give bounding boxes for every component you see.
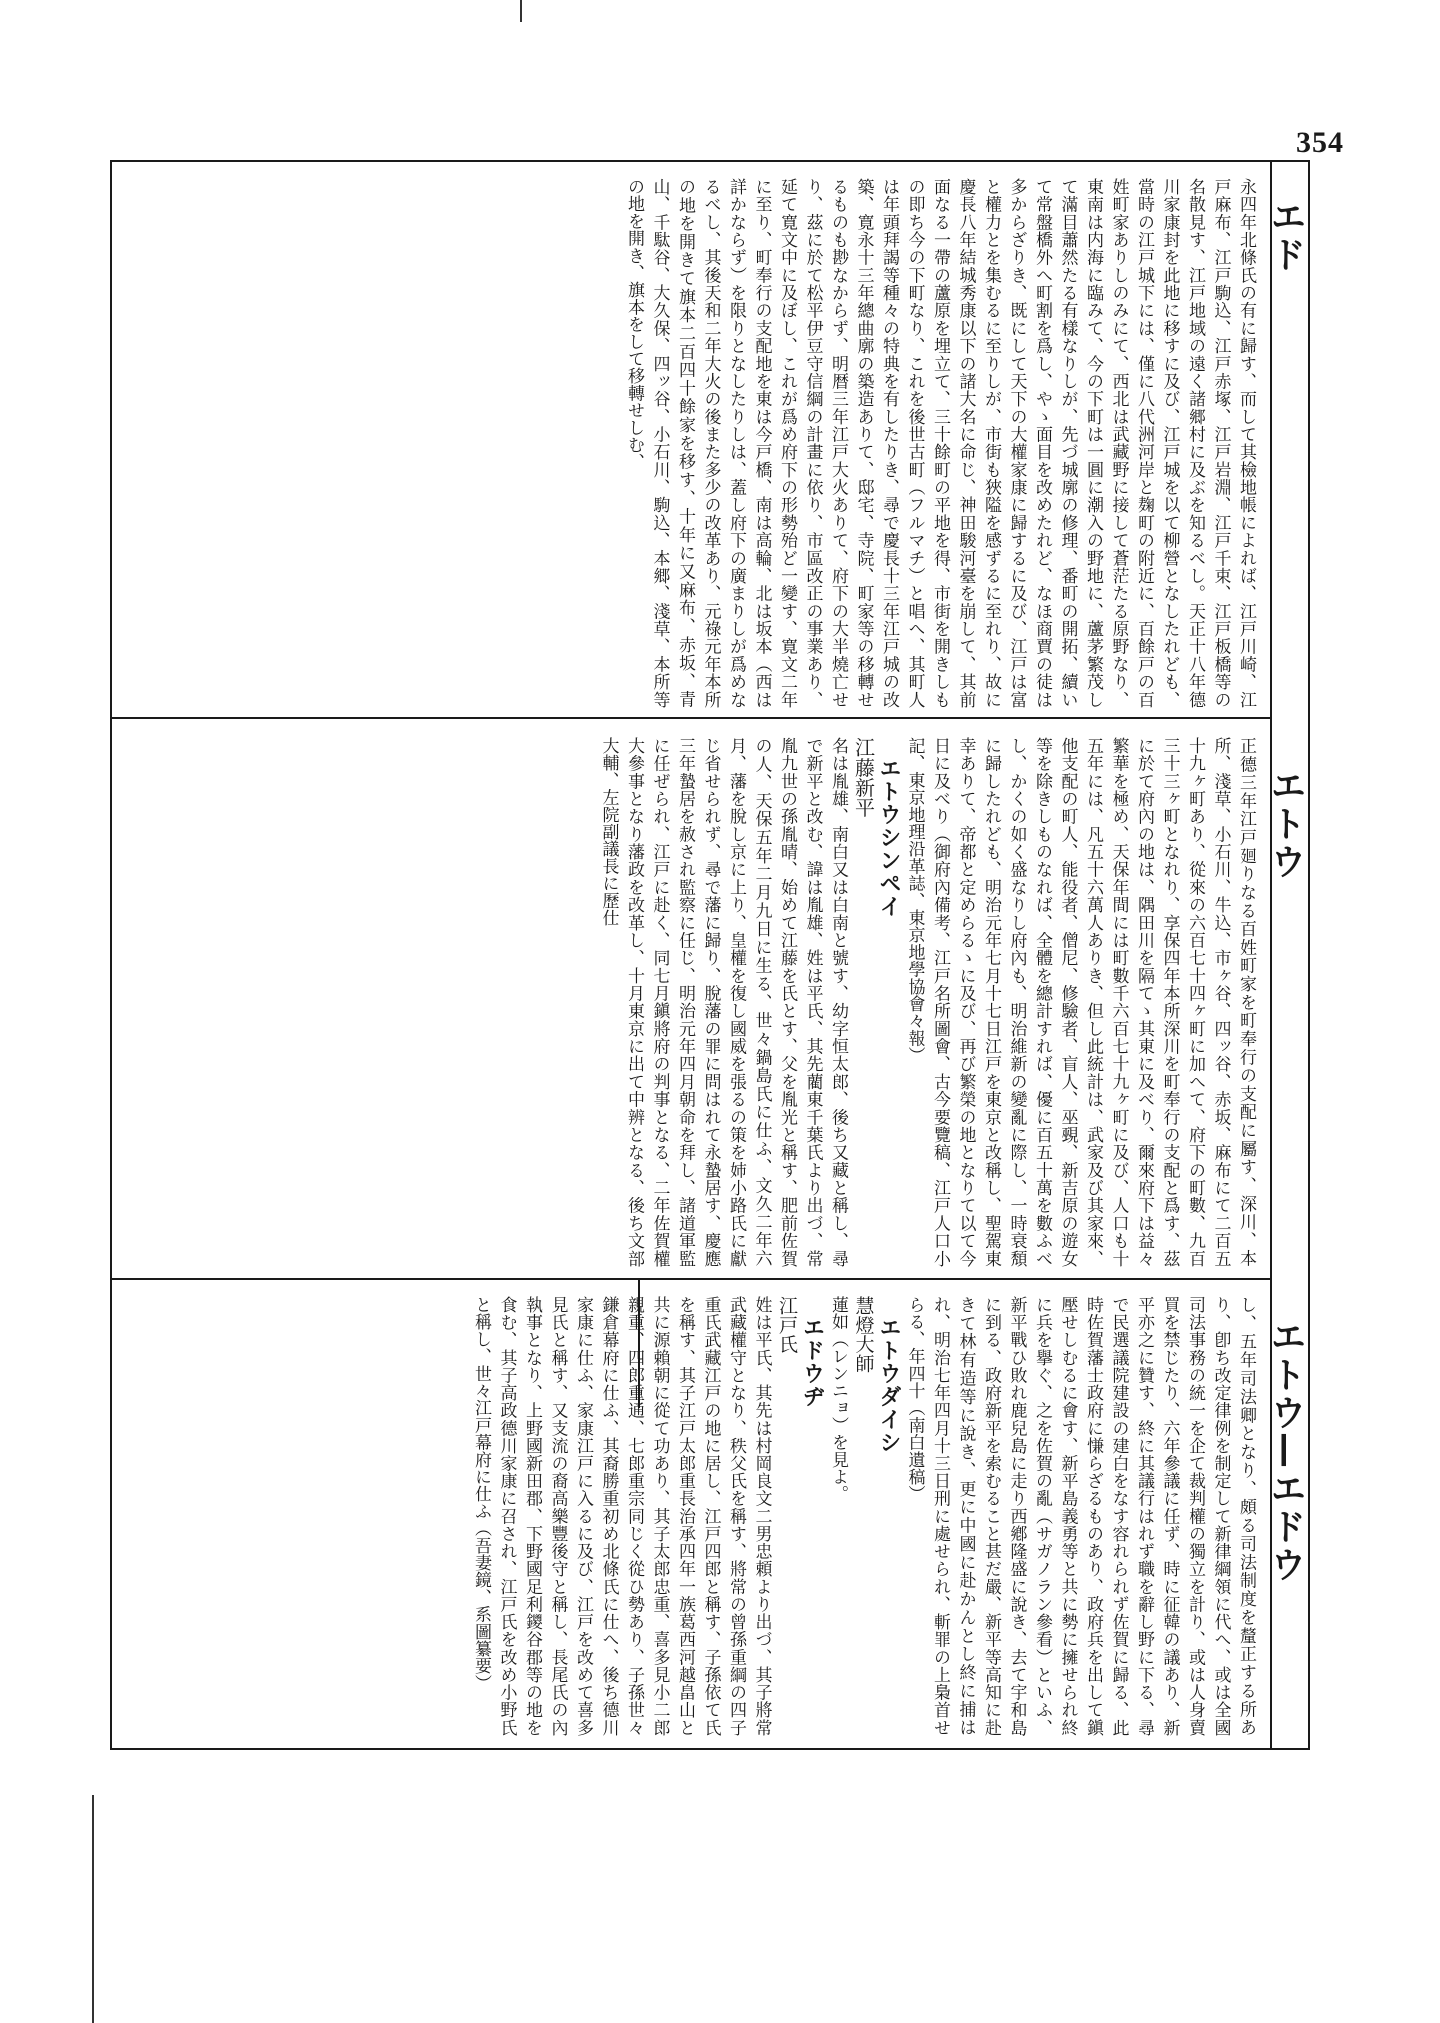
band2-body	[118, 737, 1258, 1267]
headword-band3: エトウ—エドウ	[1265, 1318, 1306, 1584]
band1-body	[118, 178, 1258, 708]
headword-band2: エトウ	[1265, 767, 1306, 881]
entry-headword-etoudaishi: エトウダイシ	[876, 1316, 901, 1454]
entry-ref-etoudaishi: 蓮如（レンニョ）を見よ。	[828, 1296, 848, 1503]
band1-paragraph: 永四年北條氏の有に歸す、而して其檢地帳によれば、江戸川崎、江戸麻布、江戸駒込、江戸赤塚、江戸岩淵、江戸千束、江戸板橋等の名散見す、江戸地域の遠く諸郷村に及ぶを知るべし。天正十八年德川家康封を此地に移すに及び、江戸城を以て柳營となしたれども、當時の江戸城下には、僅に八代洲河岸と麹町の附近に、百餘戸の百姓町家ありしのみにて、西北は武藏野に接して蒼茫たる原野なり、東南は内海に臨みて、今の下町は一圓に潮入の野地に、蘆茅繁茂して滿目蕭然たる有樣なりしが、先づ城廓の修理、番町の開拓、續いて常盤橋外へ町割を爲し、やゝ面目を改めたれど、なほ商賈の徒は多からざりき、既にして天下の大權家康に歸するに及び、江戸は富と權力とを集むるに至りしが、市街も狹隘を感ずるに至れり、故に慶長八年結城秀康以下の諸大名に命じ、神田駿河臺を崩して、其前面なる一帶の蘆原を埋立て、三十餘町の平地を得、市街を開きしもの即ち今の下町なり、これを後世古町（フルマチ）と唱へ、其町人は年頭拜謁等種々の特典を有したりき、尋で慶長十三年江戸城の改築、寛永十三年總曲廓の築造ありて、邸宅、寺院、町家等の移轉せるものも尠なからず、明暦三年江戸大火ありて、府下の大半燒亡せり、茲に於て松平伊豆守信綱の計畫に依り、市區改正の事業あり、延て寛文中に及ぼし、これが爲め府下の形勢殆ど一變す、寛文二年に至り、町奉行の支配地を東は今戸橋、南は高輪、北は坂本（西は詳かならず）を限りとなしたりしは、蓋し府下の廣まりしが爲めなるべし、其後天和二年大火の後また多少の改革あり、元祿元年本所の地を開きて旗本二百四十餘家を移す、十年に又麻布、赤坂、青山、千駄谷、大久保、四ッ谷、小石川、駒込、本郷、淺草、本所等の地を開き、旗本をして移轉せしむ、	[624, 178, 1256, 708]
entry-body-edouji: 姓は平氏、其先は村岡良文二男忠頼より出づ、其子將常武藏權守となり、秩父氏を稱す、將常の曾孫重綱の四子重氏武藏江戸の地に居し、江戸四郎と稱す、子孫依て氏を稱す、其子江戸太郎重長治承四年一族葛西河越畠山と共に源賴朝に從て功あり、其子太郎忠重、喜多見小二郎親重、四郎重通、七郎重宗同じく從ひ勢あり、子孫世々鎌倉幕府に仕ふ、其裔勝重初め北條氏に仕へ、後ち德川家康に仕ふ、家康江戸に入るに及び、江戸を改めて喜多見氏と稱す、又支流の裔高樂豐後守と稱し、長尾氏の內執事となり、上野國新田郡、下野國足利鑁谷郡等の地を食む、其子高政德川家康に召され、江戸氏を改め小野氏と稱し、世々江戸幕府に仕ふ（吾妻鏡、系圖纂要）	[471, 1296, 772, 1736]
scan-artifact-left	[92, 1795, 94, 2023]
band-divider-2	[110, 1278, 1270, 1280]
entry-name-etoushinpei: 江藤新平	[851, 737, 876, 818]
entry-name-edouji: 江戸氏	[776, 1296, 798, 1354]
band3-body	[118, 1296, 1258, 1736]
entry-body-etoushinpei: 名は胤雄、南白又は白南と號す、幼字恒太郎、後ち又藏と稱し、尋で新平と改む、諱は胤雄、姓は平氏、其先藺東千葉氏より出づ、常胤九世の孫胤晴、始めて江藤を氏とす、父を胤光と稱す、肥前佐賀の人、天保五年二月九日に生る、世々鍋島氏に仕ふ、文久二年六月、藩を脫し京に上り、皇權を復し國威を張るの策を姉小路氏に獻じ省せられず、尋で藩に歸り、脫藩の罪に問はれて永蟄居す、慶應三年蟄居を赦され監察に任じ、明治元年四月朝命を拜し、諸道軍監に任ぜられ、江戸に赴く、同七月鎭將府の判事となる、二年佐賀權大參事となり藩政を改革し、十月東京に出て中辨となる、後ち文部大輔、左院副議長に歷仕	[598, 737, 848, 1267]
entry-headword-edouji: エドウヂ	[799, 1316, 825, 1408]
scan-artifact-top	[520, 0, 522, 22]
entry-headword-etoushinpei: エトウシンペイ	[876, 757, 901, 918]
band2-paragraph: 正德三年江戸廻りなる百姓町家を町奉行の支配に屬す、深川、本所、淺草、小石川、牛込、市ヶ谷、四ッ谷、赤坂、麻布にて二百五十九ヶ町あり、從來の六百七十四ヶ町に加へて、府下の町數、九百三十三ヶ町となれり、享保四年本所深川を町奉行の支配と爲す、茲に於て府內の地は、隅田川を隔てゝ其東に及べり、爾來府下は益々繁華を極め、天保年間には町數千六百七十九ヶ町に及び、人口も十五年には、凡五十六萬人ありき、但し此統計は、武家及び其家來、他支配の町人、能役者、僧尼、修驗者、盲人、巫覡、新吉原の遊女等を除きしものなれば、全體を總計すれば、優に百五十萬を數ふべし、かくの如く盛なりし府內も、明治維新の變亂に際し、一時衰頽に歸したれども、明治元年七月十七日江戸を東京と改稱し、聖駕東幸ありて、帝都と定めらるゝに及び、再び繁榮の地となりて以て今日に及べり（御府內備考、江戸名所圖會、古今要覽稿、江戸人口小記、東京地理沿革誌、東京地學協會々報）	[904, 737, 1256, 1267]
entry-name-etoudaishi: 慧燈大師	[852, 1296, 875, 1373]
page-number: 354	[1296, 126, 1344, 159]
band-divider-1	[110, 717, 1270, 719]
headword-band1: エド	[1265, 198, 1306, 274]
band3-paragraph: し、五年司法卿となり、頗る司法制度を釐正する所あり、卽ち改定律例を制定して新律綱領に代へ、或は全國司法事務の統一を企て裁判權の獨立を計り、或は人身賣買を禁じたり、六年參議に任ず、時に征韓の議あり、新平亦之に贊す、終に其議行はれず職を辭し野に下る、尋で民選議院建設の建白をなす容れられず佐賀に歸る、此時佐賀藩士政府に慊らざるものあり、政府兵を出して鎭壓せしむるに會す、新平島義勇等と共に勢に擁せられ終に兵を擧ぐ、之を佐賀の亂（サガノラン參看）といふ、新平戰ひ敗れ鹿兒島に走り西鄕隆盛に說き、去て宇和島に到る、政府新平を索むること甚だ嚴、新平等高知に赴きて林有造等に說き、更に中國に赴かんとし終に捕はれ、明治七年四月十三日刑に處せられ、斬罪の上梟首せらる、年四十（南白遺稿）	[904, 1296, 1256, 1736]
